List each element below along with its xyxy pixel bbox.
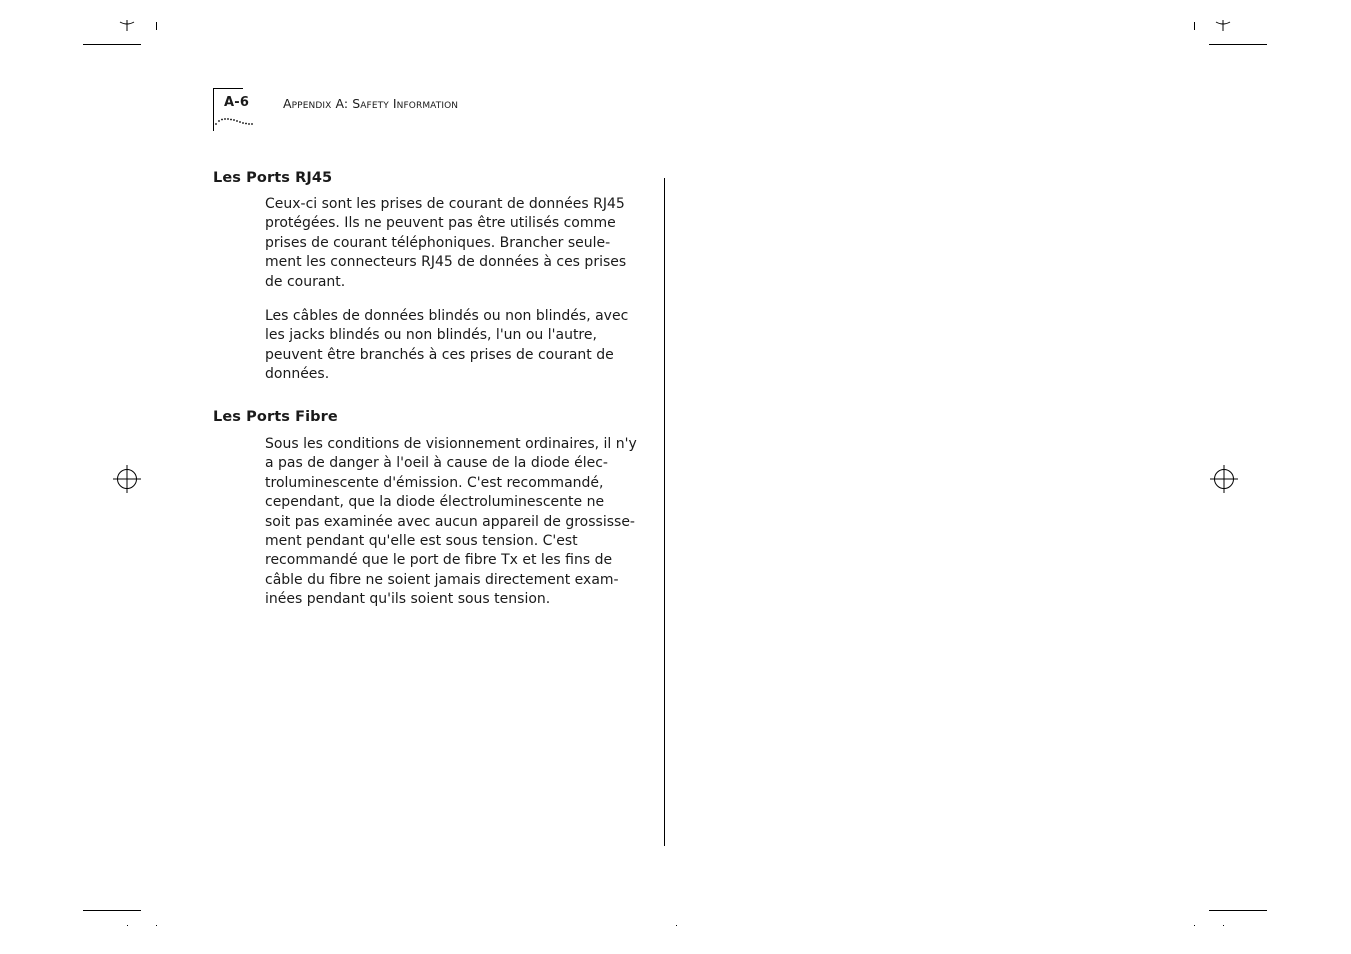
text-line: soit pas examinée avec aucun appareil de grossisse- <box>265 513 635 530</box>
paragraph-fibre-1 <box>265 435 637 610</box>
text-line: données. <box>265 366 330 383</box>
crop-mark-top-left-horizontal <box>83 44 141 45</box>
text-line: Les câbles de données blindés ou non blindés, avec <box>265 308 629 324</box>
text-line: peuvent être branchés à ces prises de courant de <box>265 346 614 363</box>
column-divider <box>664 178 665 846</box>
section-heading-fibre: Les Ports Fibre <box>213 409 338 425</box>
text-line: recommandé que le port de fibre Tx et les fins de <box>265 552 613 569</box>
running-header-title: Appendix A: Safety Information <box>283 96 459 111</box>
text-line: prises de courant téléphoniques. Brancher seule- <box>265 234 611 251</box>
paragraph-rj45-2 <box>265 307 637 385</box>
section-heading-rj45: Les Ports RJ45 <box>213 170 333 186</box>
crop-dot <box>676 925 677 926</box>
text-line: de courant. <box>265 273 346 290</box>
crop-mark-top-right-vertical <box>1194 22 1195 30</box>
crop-mark-bottom-right-horizontal <box>1209 910 1267 911</box>
crop-dot <box>156 925 157 926</box>
page-number: A-6 <box>224 95 250 110</box>
registration-mark-top-left-icon <box>118 16 136 32</box>
registration-mark-top-right-icon <box>1214 16 1232 32</box>
text-line: protégées. Ils ne peuvent pas être utilisés comme <box>265 215 616 232</box>
text-line: Sous les conditions de visionnement ordinaires, il n'y <box>265 436 637 452</box>
crop-dot <box>1194 925 1195 926</box>
crop-dot <box>127 925 128 926</box>
registration-crosshair-left-icon <box>112 464 142 494</box>
text-line: troluminescente d'émission. C'est recommandé, <box>265 474 604 491</box>
text-line: les jacks blindés ou non blindés, l'un ou l'autre, <box>265 327 597 344</box>
text-line: ment pendant qu'elle est sous tension. C'est <box>265 533 578 550</box>
paragraph-rj45-1 <box>265 195 637 292</box>
crop-mark-bottom-left-horizontal <box>83 910 141 911</box>
text-line: a pas de danger à l'oeil à cause de la diode élec- <box>265 455 608 472</box>
text-line: câble du fibre ne soient jamais directement exam- <box>265 571 619 588</box>
dotted-arc-ornament-icon <box>214 114 256 126</box>
text-line: ment les connecteurs RJ45 de données à ces prises <box>265 254 627 271</box>
text-line: cependant, que la diode électroluminescente ne <box>265 494 605 511</box>
crop-dot <box>1223 925 1224 926</box>
registration-crosshair-right-icon <box>1209 464 1239 494</box>
crop-mark-top-left-vertical <box>156 22 157 30</box>
crop-mark-top-right-horizontal <box>1209 44 1267 45</box>
text-line: Ceux-ci sont les prises de courant de données RJ45 <box>265 196 625 212</box>
text-line: inées pendant qu'ils soient sous tension. <box>265 591 551 608</box>
